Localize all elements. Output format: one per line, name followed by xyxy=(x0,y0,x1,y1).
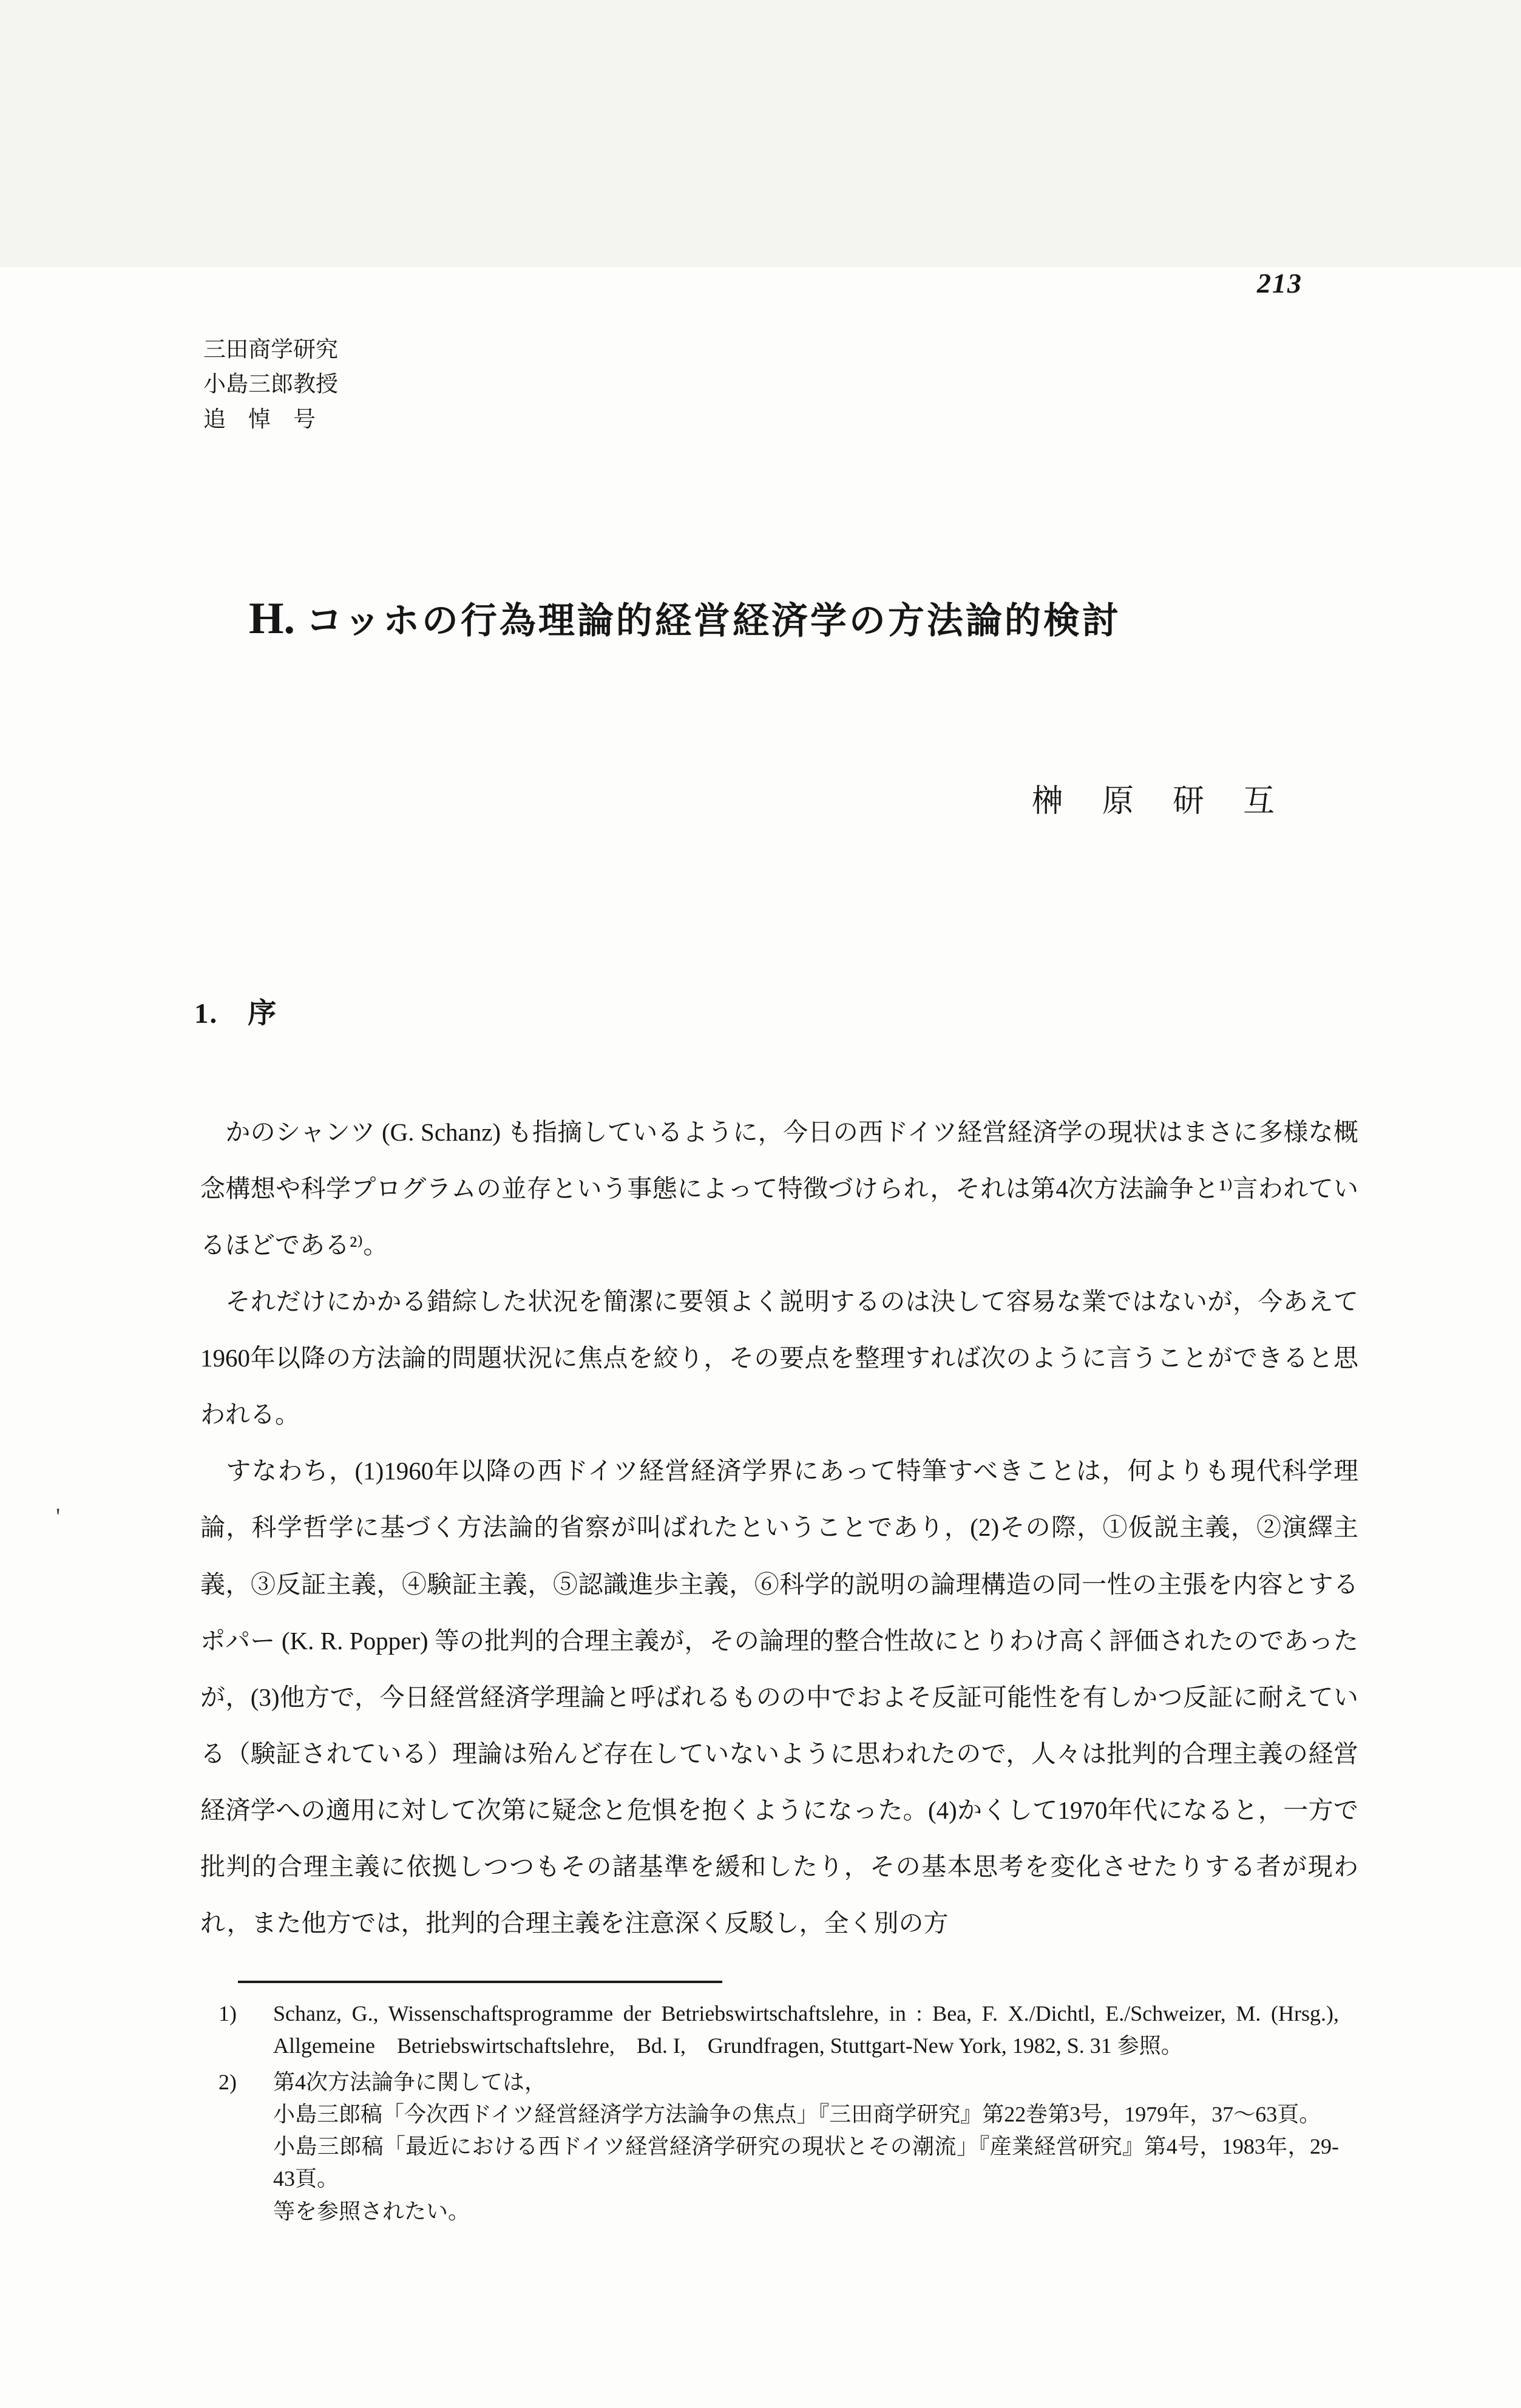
body-text xyxy=(0,1104,1521,1952)
scanned-paper-page xyxy=(0,267,1521,2408)
article-title-prefix: H. xyxy=(249,594,296,644)
footnote-marker: 2) xyxy=(218,2069,237,2094)
section-heading: 1. 序 xyxy=(194,998,278,1030)
footnote-content xyxy=(273,2066,1339,2228)
footnote-divider xyxy=(238,1981,722,1983)
footnote-line: 小島三郎稿「最近における西ドイツ経営経済学研究の現状とその潮流」『産業経営研究』第4号，1983年，29-43頁。 xyxy=(273,2134,1339,2191)
footnote-marker: 1) xyxy=(218,2001,237,2026)
paragraph: かのシャンツ (G. Schanz) も指摘しているように，今日の西ドイツ経営経済学の現状はまさに多様な概念構想や科学プログラムの並存という事態によって特徴づけられ，それは第4次方法論争と¹⁾言われているほどである²⁾。 xyxy=(200,1118,1358,1260)
paragraph: すなわち，(1)1960年以降の西ドイツ経営経済学界にあって特筆すべきことは，何よりも現代科学理論，科学哲学に基づく方法論的省察が叫ばれたということであり，(2)その際，①仮説主義，②演繹主義，③反証主義，④験証主義，⑤認識進歩主義，⑥科学的説明の論理構造の同一性の主張を内容とするポパー (K. R. Popper) 等の批判的合理主義が，その論理的整合性故にとりわけ高く評価されたのであったが，(3)他方で，今日経営経済学理論と呼ばれるものの中でおよそ反証可能性を有しかつ反証に耐えている（験証されている）理論は殆んど存在していないように思われたので，人々は批判的合理主義の経営経済学への適用に対して次第に疑念と危惧を抱くようになった。(4)かくして1970年代になると，一方で批判的合理主義に依拠しつつもその諸基準を緩和したり，その基本思考を変化させたりする者が現われ，また他方では，批判的合理主義を注意深く反駁し，全く別の方 xyxy=(200,1457,1358,1937)
footnotes-block xyxy=(0,1998,1521,2228)
footnote-line: Schanz, G., Wissenschaftsprogramme der Betriebswirtschaftslehre, in : Bea, F. X./Dichtl, E./Schweizer, M. (Hrsg.), Allgemeine Betriebswirtschaftslehre, Bd. I, Grundfragen, Stuttgart-New York, 1982, S. 31 参照。 xyxy=(273,2001,1361,2058)
footnote xyxy=(218,2066,1339,2228)
journal-header-block xyxy=(0,333,1521,437)
footnote-line: 等を参照されたい。 xyxy=(273,2199,470,2223)
journal-issue-line: 追 悼 号 xyxy=(203,407,316,432)
footnote-line: 小島三郎稿「今次西ドイツ経営経済学方法論争の焦点」『三田商学研究』第22巻第3号，1979年，37〜63頁。 xyxy=(273,2101,1321,2126)
page-number: 213 xyxy=(1257,268,1303,299)
footnote xyxy=(218,1998,1361,2063)
scan-artifact-mark: ' xyxy=(56,1503,61,1530)
article-title xyxy=(0,592,1521,645)
journal-name: 三田商学研究 xyxy=(203,337,338,362)
paragraph: それだけにかかる錯綜した状況を簡潔に要領よく説明するのは決して容易な業ではないが，今あえて1960年以降の方法論的問題状況に焦点を絞り，その要点を整理すれば次のように言うことができると思われる。 xyxy=(200,1287,1358,1429)
footnote-content xyxy=(273,1998,1361,2063)
author-name: 榊 原 研 互 xyxy=(1031,784,1278,819)
article-title-main: コッホの行為理論的経営経済学の方法論的検討 xyxy=(306,601,1121,642)
journal-dedication-line: 小島三郎教授 xyxy=(203,372,338,398)
footnote-line: 第4次方法論争に関しては， xyxy=(273,2069,547,2094)
